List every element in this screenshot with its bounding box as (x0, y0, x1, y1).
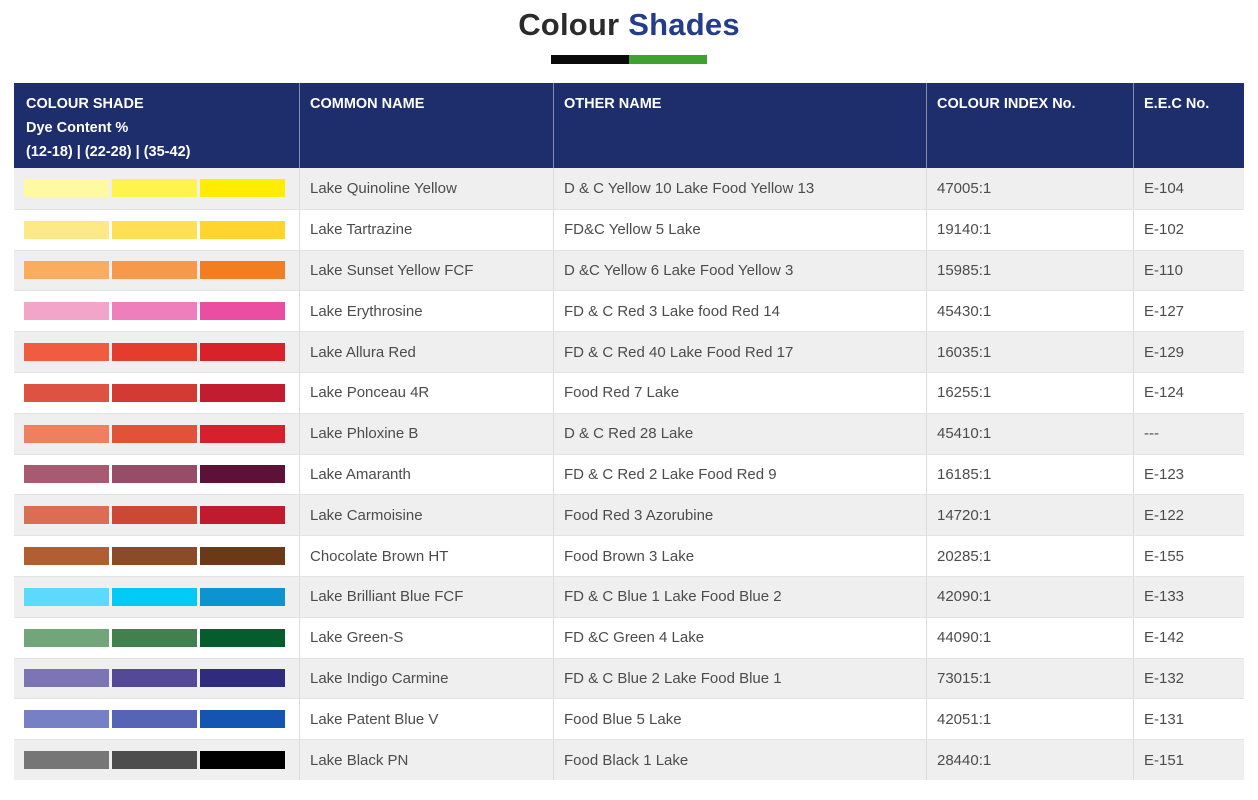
other-name-cell: Food Blue 5 Lake (553, 699, 926, 739)
page-header (0, 0, 1258, 64)
swatch-segment-light (24, 425, 109, 443)
colour-shade-header-line1: COLOUR SHADE (26, 96, 144, 112)
shade-swatch (24, 302, 285, 320)
other-name-cell: FD & C Red 40 Lake Food Red 17 (553, 332, 926, 372)
column-header-colour-index: COLOUR INDEX No. (926, 83, 1133, 168)
swatch-segment-dark (200, 221, 285, 239)
eec-cell: E-133 (1133, 577, 1244, 617)
colour-index-cell: 47005:1 (926, 168, 1133, 209)
swatch-segment-dark (200, 506, 285, 524)
colour-index-cell: 16185:1 (926, 455, 1133, 495)
colour-shade-cell (14, 577, 299, 617)
swatch-segment-medium (112, 465, 197, 483)
swatch-segment-light (24, 302, 109, 320)
swatch-segment-medium (112, 302, 197, 320)
table-row (14, 494, 1244, 535)
swatch-segment-dark (200, 384, 285, 402)
eec-cell: E-151 (1133, 740, 1244, 780)
other-name-cell: Food Black 1 Lake (553, 740, 926, 780)
swatch-segment-light (24, 261, 109, 279)
colour-shade-cell (14, 414, 299, 454)
column-header-common-name: COMMON NAME (299, 83, 553, 168)
other-name-cell: FD & C Red 2 Lake Food Red 9 (553, 455, 926, 495)
swatch-segment-medium (112, 343, 197, 361)
common-name-cell: Lake Carmoisine (299, 495, 553, 535)
shade-swatch (24, 261, 285, 279)
table-row (14, 658, 1244, 699)
shade-swatch (24, 465, 285, 483)
common-name-cell: Lake Tartrazine (299, 210, 553, 250)
table-row (14, 739, 1244, 780)
swatch-segment-light (24, 629, 109, 647)
swatch-segment-medium (112, 629, 197, 647)
shade-swatch (24, 343, 285, 361)
swatch-segment-dark (200, 425, 285, 443)
colour-shade-cell (14, 740, 299, 780)
table-row (14, 209, 1244, 250)
swatch-segment-dark (200, 751, 285, 769)
swatch-segment-medium (112, 710, 197, 728)
swatch-segment-light (24, 465, 109, 483)
other-name-cell: D & C Red 28 Lake (553, 414, 926, 454)
swatch-segment-light (24, 343, 109, 361)
page-title (0, 6, 1258, 44)
shade-swatch (24, 179, 285, 197)
table-row (14, 617, 1244, 658)
colour-shade-cell (14, 332, 299, 372)
colour-shade-header-line2: Dye Content % (26, 120, 129, 136)
common-name-cell: Lake Erythrosine (299, 291, 553, 331)
page-title-part2: Shades (628, 7, 740, 42)
table-header (14, 83, 1244, 168)
common-name-cell: Lake Phloxine B (299, 414, 553, 454)
colour-index-cell: 28440:1 (926, 740, 1133, 780)
other-name-cell: FD & C Red 3 Lake food Red 14 (553, 291, 926, 331)
colour-index-cell: 16035:1 (926, 332, 1133, 372)
swatch-segment-medium (112, 179, 197, 197)
colour-shade-cell (14, 618, 299, 658)
common-name-cell: Lake Quinoline Yellow (299, 168, 553, 209)
shade-swatch (24, 425, 285, 443)
table-row (14, 168, 1244, 209)
table-row (14, 535, 1244, 576)
colour-index-cell: 44090:1 (926, 618, 1133, 658)
table-row (14, 576, 1244, 617)
column-header-eec: E.E.C No. (1133, 83, 1244, 168)
common-name-cell: Chocolate Brown HT (299, 536, 553, 576)
colour-index-cell: 42051:1 (926, 699, 1133, 739)
swatch-segment-dark (200, 465, 285, 483)
colour-shade-header-line3: (12-18) | (22-28) | (35-42) (26, 144, 191, 160)
swatch-segment-medium (112, 221, 197, 239)
other-name-cell: D &C Yellow 6 Lake Food Yellow 3 (553, 251, 926, 291)
shade-swatch (24, 221, 285, 239)
swatch-segment-medium (112, 588, 197, 606)
colour-index-cell: 45410:1 (926, 414, 1133, 454)
swatch-segment-light (24, 751, 109, 769)
colour-shade-cell (14, 699, 299, 739)
table-row (14, 250, 1244, 291)
swatch-segment-light (24, 179, 109, 197)
eec-cell: E-102 (1133, 210, 1244, 250)
shade-swatch (24, 506, 285, 524)
shade-swatch (24, 547, 285, 565)
common-name-cell: Lake Patent Blue V (299, 699, 553, 739)
table-row (14, 454, 1244, 495)
colour-shade-cell (14, 291, 299, 331)
other-name-cell: Food Red 7 Lake (553, 373, 926, 413)
colour-shade-cell (14, 251, 299, 291)
colour-shade-cell (14, 455, 299, 495)
common-name-cell: Lake Allura Red (299, 332, 553, 372)
common-name-cell: Lake Brilliant Blue FCF (299, 577, 553, 617)
eec-cell: E-129 (1133, 332, 1244, 372)
colour-index-cell: 73015:1 (926, 659, 1133, 699)
swatch-segment-light (24, 506, 109, 524)
common-name-cell: Lake Black PN (299, 740, 553, 780)
swatch-segment-light (24, 547, 109, 565)
eec-cell: --- (1133, 414, 1244, 454)
common-name-cell: Lake Indigo Carmine (299, 659, 553, 699)
colour-index-cell: 45430:1 (926, 291, 1133, 331)
swatch-segment-dark (200, 261, 285, 279)
column-header-colour-shade (14, 83, 299, 168)
eec-cell: E-131 (1133, 699, 1244, 739)
swatch-segment-medium (112, 751, 197, 769)
eec-cell: E-155 (1133, 536, 1244, 576)
swatch-segment-dark (200, 179, 285, 197)
swatch-segment-medium (112, 506, 197, 524)
eec-cell: E-142 (1133, 618, 1244, 658)
swatch-segment-dark (200, 343, 285, 361)
common-name-cell: Lake Ponceau 4R (299, 373, 553, 413)
colour-index-cell: 42090:1 (926, 577, 1133, 617)
page-title-part1: Colour (518, 7, 620, 42)
swatch-segment-medium (112, 384, 197, 402)
other-name-cell: Food Red 3 Azorubine (553, 495, 926, 535)
colour-index-cell: 19140:1 (926, 210, 1133, 250)
colour-shade-cell (14, 210, 299, 250)
table-row (14, 698, 1244, 739)
swatch-segment-light (24, 221, 109, 239)
other-name-cell: FD & C Blue 2 Lake Food Blue 1 (553, 659, 926, 699)
common-name-cell: Lake Green-S (299, 618, 553, 658)
column-header-other-name: OTHER NAME (553, 83, 926, 168)
title-underline (551, 55, 707, 64)
colour-shade-cell (14, 373, 299, 413)
shade-swatch (24, 751, 285, 769)
colour-shades-table (14, 83, 1244, 780)
table-row (14, 331, 1244, 372)
swatch-segment-dark (200, 710, 285, 728)
table-row (14, 372, 1244, 413)
table-row (14, 290, 1244, 331)
eec-cell: E-122 (1133, 495, 1244, 535)
eec-cell: E-124 (1133, 373, 1244, 413)
swatch-segment-medium (112, 669, 197, 687)
shade-swatch (24, 629, 285, 647)
table-row (14, 413, 1244, 454)
swatch-segment-medium (112, 547, 197, 565)
title-underline-black (551, 55, 629, 64)
colour-shade-cell (14, 659, 299, 699)
common-name-cell: Lake Sunset Yellow FCF (299, 251, 553, 291)
shade-swatch (24, 588, 285, 606)
other-name-cell: FD & C Blue 1 Lake Food Blue 2 (553, 577, 926, 617)
swatch-segment-dark (200, 629, 285, 647)
swatch-segment-light (24, 669, 109, 687)
other-name-cell: D & C Yellow 10 Lake Food Yellow 13 (553, 168, 926, 209)
eec-cell: E-132 (1133, 659, 1244, 699)
other-name-cell: Food Brown 3 Lake (553, 536, 926, 576)
table-body (14, 168, 1244, 780)
colour-index-cell: 16255:1 (926, 373, 1133, 413)
swatch-segment-dark (200, 669, 285, 687)
swatch-segment-dark (200, 588, 285, 606)
colour-index-cell: 20285:1 (926, 536, 1133, 576)
colour-index-cell: 14720:1 (926, 495, 1133, 535)
colour-shade-cell (14, 495, 299, 535)
shade-swatch (24, 710, 285, 728)
shade-swatch (24, 384, 285, 402)
swatch-segment-light (24, 588, 109, 606)
swatch-segment-dark (200, 547, 285, 565)
eec-cell: E-110 (1133, 251, 1244, 291)
colour-index-cell: 15985:1 (926, 251, 1133, 291)
eec-cell: E-104 (1133, 168, 1244, 209)
colour-shade-cell (14, 536, 299, 576)
title-underline-green (629, 55, 707, 64)
other-name-cell: FD&C Yellow 5 Lake (553, 210, 926, 250)
swatch-segment-medium (112, 425, 197, 443)
swatch-segment-medium (112, 261, 197, 279)
eec-cell: E-123 (1133, 455, 1244, 495)
common-name-cell: Lake Amaranth (299, 455, 553, 495)
swatch-segment-dark (200, 302, 285, 320)
colour-shade-cell (14, 168, 299, 209)
eec-cell: E-127 (1133, 291, 1244, 331)
swatch-segment-light (24, 710, 109, 728)
swatch-segment-light (24, 384, 109, 402)
shade-swatch (24, 669, 285, 687)
other-name-cell: FD &C Green 4 Lake (553, 618, 926, 658)
